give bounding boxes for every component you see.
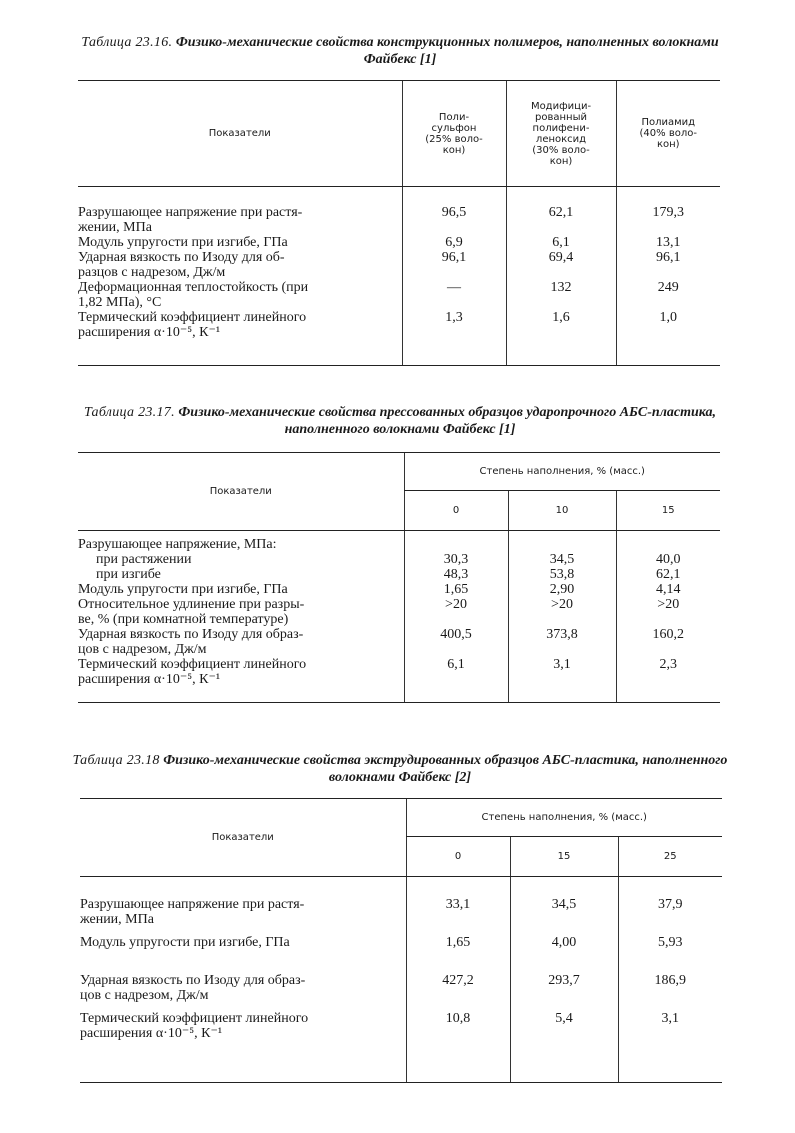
row-label-text: при растяжении <box>96 551 192 567</box>
cell-value: 40,0 <box>616 552 720 567</box>
table3-body <box>80 877 722 1083</box>
row-label <box>78 250 402 280</box>
row-label <box>78 567 404 582</box>
row-label <box>78 657 404 687</box>
cell-value: 33,1 <box>406 897 510 935</box>
cell-value: 1,3 <box>402 310 506 340</box>
table-row <box>78 582 720 597</box>
table3-header-indicator: Показатели <box>80 799 406 877</box>
cell-value: 5,4 <box>510 1011 618 1049</box>
cell-value: 4,00 <box>510 935 618 973</box>
table1 <box>78 80 720 366</box>
cell-value: 10,8 <box>406 1011 510 1049</box>
cell-value: 48,3 <box>404 567 508 582</box>
table3-header-col1: 15 <box>510 837 618 877</box>
table-row <box>80 1011 722 1049</box>
cell-value: 96,5 <box>402 205 506 235</box>
table3-caption-label: Таблица 23.18 <box>72 753 160 768</box>
row-label-text: Модуль упругости при изгибе, ГПа <box>78 581 288 597</box>
cell-value: 427,2 <box>406 973 510 1011</box>
cell-value: 293,7 <box>510 973 618 1011</box>
row-label-text: Модуль упругости при изгибе, ГПа <box>80 934 290 950</box>
cell-value: 62,1 <box>506 205 616 235</box>
cell-value: 132 <box>506 280 616 310</box>
row-label-text: Термический коэффициент линейного расширения α·10⁻⁵, К⁻¹ <box>80 1010 309 1041</box>
cell-value: 186,9 <box>618 973 722 1011</box>
cell-value: >20 <box>508 597 616 627</box>
table2-header-indicator: Показатели <box>78 453 404 531</box>
row-label <box>78 235 402 250</box>
cell-value: 2,90 <box>508 582 616 597</box>
cell-value: 373,8 <box>508 627 616 657</box>
table1-body <box>78 187 720 366</box>
cell-value: 34,5 <box>508 552 616 567</box>
table1-header-col2: Модифици- рованный полифени- леноксид (30% воло- кон) <box>506 81 616 187</box>
cell-value: 13,1 <box>616 235 720 250</box>
table3-header-col0: 0 <box>406 837 510 877</box>
cell-value: 3,1 <box>618 1011 722 1049</box>
table-row <box>80 897 722 935</box>
cell-value: 96,1 <box>616 250 720 280</box>
table3-header-group: Степень наполнения, % (масс.) <box>406 799 722 837</box>
spacer-row <box>80 877 722 897</box>
row-label-text: Относительное удлинение при разры- ве, % (при комнатной температуре) <box>78 596 305 627</box>
table-row <box>78 627 720 657</box>
table2-caption-text: Физико-механические свойства прессованных образцов ударопрочного АБС-пластика, наполненного волокнами Файбекс [1] <box>178 405 717 437</box>
row-label <box>78 552 404 567</box>
end-row <box>78 687 720 703</box>
row-label <box>78 597 404 627</box>
end-row <box>80 1049 722 1083</box>
row-label <box>78 582 404 597</box>
table-row <box>78 597 720 627</box>
table-row <box>78 552 720 567</box>
cell-value <box>508 537 616 552</box>
table-row <box>78 567 720 582</box>
cell-value: 5,93 <box>618 935 722 973</box>
table-row <box>78 657 720 687</box>
cell-value: 400,5 <box>404 627 508 657</box>
table3 <box>80 798 722 1083</box>
row-label-text: Ударная вязкость по Изоду для об- разцов с надрезом, Дж/м <box>78 249 285 280</box>
table-row <box>78 205 720 235</box>
table2-header-col2: 15 <box>616 491 720 531</box>
cell-value: 1,65 <box>406 935 510 973</box>
table-row <box>78 235 720 250</box>
cell-value: 1,0 <box>616 310 720 340</box>
row-label-text: Деформационная теплостойкость (при 1,82 МПа), °С <box>78 279 309 310</box>
table3-caption-text: Физико-механические свойства экструдированных образцов АБС-пластика, наполненного волокнами Файбекс [2] <box>163 753 728 785</box>
row-label-text: Ударная вязкость по Изоду для образ- цов с надрезом, Дж/м <box>78 626 304 657</box>
table-row <box>78 310 720 340</box>
cell-value: 30,3 <box>404 552 508 567</box>
row-label-text: Ударная вязкость по Изоду для образ- цов с надрезом, Дж/м <box>80 972 306 1003</box>
table1-caption-text: Физико-механические свойства конструкционных полимеров, наполненных волокнами Файбекс [1] <box>175 35 719 67</box>
row-label <box>78 537 404 552</box>
cell-value: 1,65 <box>404 582 508 597</box>
row-label-text: Модуль упругости при изгибе, ГПа <box>78 234 288 250</box>
cell-value: 2,3 <box>616 657 720 687</box>
table2-body <box>78 531 720 703</box>
table-row <box>78 280 720 310</box>
table1-header-indicator: Показатели <box>78 81 402 187</box>
cell-value: 179,3 <box>616 205 720 235</box>
row-label-text: Разрушающее напряжение при растя- жении, МПа <box>80 896 305 927</box>
cell-value <box>616 537 720 552</box>
row-label <box>78 205 402 235</box>
cell-value: 1,6 <box>506 310 616 340</box>
table2-caption-label: Таблица 23.17. <box>83 405 175 420</box>
table-row <box>78 250 720 280</box>
cell-value: 160,2 <box>616 627 720 657</box>
table2-header-col0: 0 <box>404 491 508 531</box>
row-label-text: при изгибе <box>96 566 161 582</box>
table1-header-col1: Поли- сульфон (25% воло- кон) <box>402 81 506 187</box>
table-row <box>80 973 722 1011</box>
cell-value: 4,14 <box>616 582 720 597</box>
row-label-text: Разрушающее напряжение при растя- жении, МПа <box>78 204 303 235</box>
table1-caption-label: Таблица 23.16. <box>81 35 173 50</box>
row-label-text: Разрушающее напряжение, МПа: <box>78 536 277 552</box>
cell-value: 6,1 <box>506 235 616 250</box>
table2-header-col1: 10 <box>508 491 616 531</box>
cell-value: 96,1 <box>402 250 506 280</box>
row-label-text: Термический коэффициент линейного расширения α·10⁻⁵, К⁻¹ <box>78 656 307 687</box>
cell-value: 53,8 <box>508 567 616 582</box>
row-label <box>78 310 402 340</box>
table1-caption <box>60 34 740 68</box>
table-row <box>78 537 720 552</box>
cell-value: 249 <box>616 280 720 310</box>
cell-value: 37,9 <box>618 897 722 935</box>
table1-header-col3: Полиамид (40% воло- кон) <box>616 81 720 187</box>
table2 <box>78 452 720 703</box>
row-label <box>80 935 406 973</box>
row-label-text: Термический коэффициент линейного расширения α·10⁻⁵, К⁻¹ <box>78 309 307 340</box>
cell-value: 6,9 <box>402 235 506 250</box>
table2-header-group: Степень наполнения, % (масс.) <box>404 453 720 491</box>
cell-value: — <box>402 280 506 310</box>
row-label <box>80 1011 406 1049</box>
cell-value: >20 <box>616 597 720 627</box>
row-label <box>80 897 406 935</box>
cell-value: 3,1 <box>508 657 616 687</box>
cell-value: 69,4 <box>506 250 616 280</box>
cell-value <box>404 537 508 552</box>
spacer-row <box>78 187 720 205</box>
table3-header-col2: 25 <box>618 837 722 877</box>
row-label <box>80 973 406 1011</box>
cell-value: >20 <box>404 597 508 627</box>
row-label <box>78 627 404 657</box>
table3-caption <box>60 752 740 786</box>
cell-value: 34,5 <box>510 897 618 935</box>
end-row <box>78 340 720 366</box>
table-row <box>80 935 722 973</box>
row-label <box>78 280 402 310</box>
cell-value: 6,1 <box>404 657 508 687</box>
table2-caption <box>60 404 740 438</box>
cell-value: 62,1 <box>616 567 720 582</box>
